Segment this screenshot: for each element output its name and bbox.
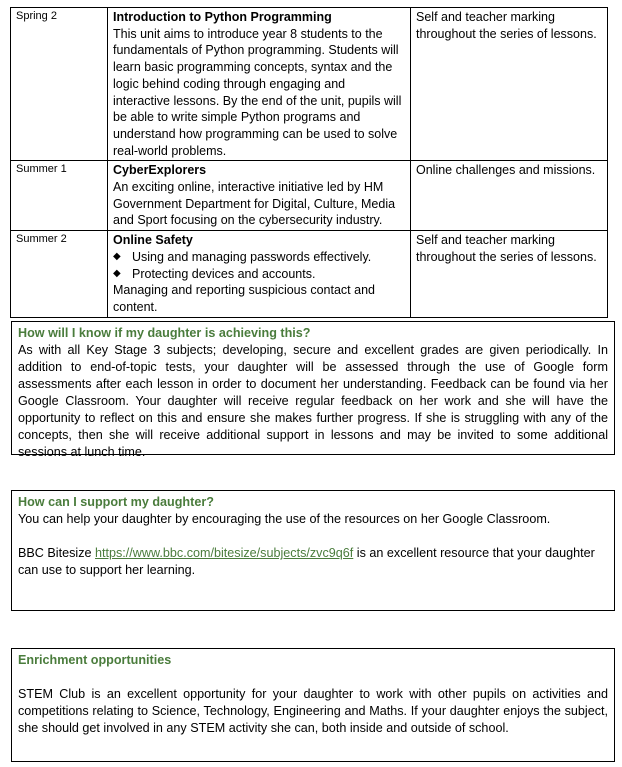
section-text-with-link [18,545,608,579]
unit-description: Managing and reporting suspicious contact and content. [113,283,375,314]
assessment-cell: Online challenges and missions. [411,161,608,231]
unit-bullet-list [113,249,405,282]
text-prefix: BBC Bitesize [18,546,95,560]
bullet-text: Protecting devices and accounts. [132,266,316,281]
list-item [113,266,405,283]
section-text: You can help your daughter by encouraging the use of the resources on her Google Classroom. [18,512,551,526]
support-section [11,490,615,611]
achieving-section [11,321,615,459]
term-cell: Summer 1 [11,161,108,231]
text-suffix: is an excellent resource that your daughter can use to support her learning. [18,546,595,577]
bitesize-link[interactable]: https://www.bbc.com/bitesize/subjects/zvc9q6f [95,546,354,560]
unit-cell [108,8,411,161]
table-row [11,161,608,231]
section-heading: Enrichment opportunities [18,653,172,667]
list-item [113,249,405,266]
unit-title: Online Safety [113,233,193,248]
diamond-bullet-icon: ◆ [113,267,121,279]
unit-title: Introduction to Python Programming [113,10,332,24]
curriculum-table [10,7,608,318]
term-cell: Spring 2 [11,8,108,161]
section-text: As with all Key Stage 3 subjects; developing, secure and excellent grades are given periodically. In addition to end-of-topic tests, your daughter will be assessed through the use of Google form assessments after each lesson in order to document her understanding. Feedback can be found via her Google Classroom. Your daughter will receive regular feedback on her work and she will have the opportunity to reflect on this and ensure she makes further progress. If she is struggling with any of the concepts, then she will receive additional support in lessons and may be invited to some additional sessions at lunch time. [18,343,608,459]
section-heading: How will I know if my daughter is achieving this? [18,326,311,340]
assessment-cell: Self and teacher marking throughout the series of lessons. [411,8,608,161]
assessment-cell: Self and teacher marking throughout the series of lessons. [411,231,608,318]
section-heading: How can I support my daughter? [18,495,214,509]
section-text: STEM Club is an excellent opportunity for your daughter to work with other pupils on activities and competitions relating to Science, Technology, Engineering and Maths. If your daughter enjoys the subject, she should get involved in any STEM activity she can, both inside and outside of school. [18,687,608,735]
unit-title: CyberExplorers [113,163,207,178]
enrichment-section [11,648,615,762]
unit-cell [108,231,411,318]
bullet-text: Using and managing passwords effectively. [132,249,372,264]
diamond-bullet-icon: ◆ [113,250,121,262]
table-row [11,231,608,318]
table-row [11,8,608,161]
unit-description: An exciting online, interactive initiative led by HM Government Department for Digital, Culture, Media and Sport focusing on the cybersecurity industry. [113,180,396,228]
unit-cell [108,161,411,231]
unit-description: This unit aims to introduce year 8 students to the fundamentals of Python programming. Students will learn basic programming concepts, syntax and the logic behind coding through engaging and interactive lessons. By the end of the unit, pupils will be able to write simple Python programs and understand how programming can be used to solve real-world problems. [113,26,402,158]
term-cell: Summer 2 [11,231,108,318]
